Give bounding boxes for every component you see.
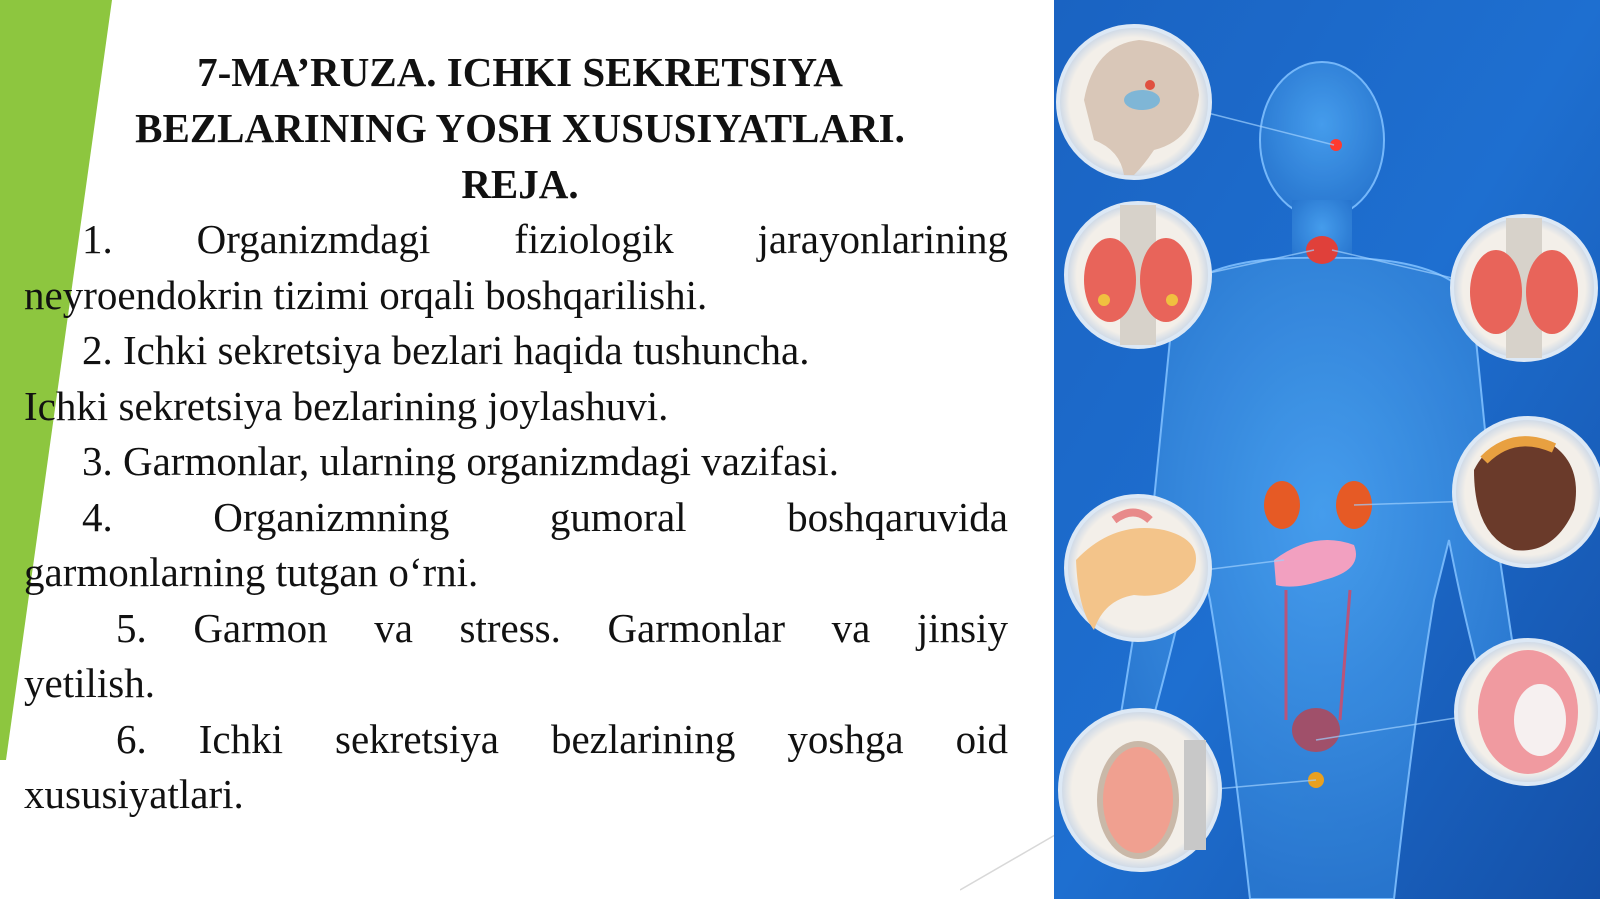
- slide-title: [30, 44, 1010, 212]
- thyroid-inset-left: [1066, 203, 1210, 347]
- plan-item-5: [24, 601, 1008, 712]
- title-line-3: REJA.: [461, 161, 579, 207]
- plan-item-2-line-1: 2. Ichki sekretsiya bezlari haqida tushuncha.: [82, 327, 810, 373]
- plan-item-3-line-1: 3. Garmonlar, ularning organizmdagi vazifasi.: [82, 438, 839, 484]
- plan-item-5-line-1: 5. Garmon va stress. Garmonlar va jinsiy: [116, 604, 1008, 651]
- ovary-inset: [1456, 640, 1600, 784]
- title-line-2: BEZLARINING YOSH XUSUSIYATLARI.: [135, 105, 905, 151]
- endocrine-system-illustration: [1054, 0, 1600, 899]
- plan-item-1-line-1: 1. Organizmdagi fiziologik jarayonlarining: [82, 216, 1008, 262]
- plan-item-6-line-2: xususiyatlari.: [24, 771, 244, 817]
- plan-item-1-line-2: neyroendokrin tizimi orqali boshqarilishi.: [24, 271, 708, 318]
- plan-item-4-line-2: garmonlarning tutgan o‘rni.: [24, 549, 479, 595]
- plan-item-2-line-2: Ichki sekretsiya bezlarining joylashuvi.: [24, 382, 669, 429]
- plan-item-6: [24, 712, 1008, 823]
- title-line-1: 7-MA’RUZA. ICHKI SEKRETSIYA: [197, 49, 843, 95]
- decorative-line: [960, 830, 1060, 899]
- plan-item-4: [24, 490, 1008, 601]
- brain-inset: [1058, 26, 1210, 178]
- plan-item-3: [24, 434, 1008, 490]
- pancreas-inset: [1066, 496, 1210, 640]
- plan-item-6-line-1: 6. Ichki sekretsiya bezlarining yoshga oid: [116, 715, 1008, 762]
- plan-item-1: [24, 212, 1008, 323]
- testis-inset: [1060, 710, 1220, 870]
- thyroid-inset-right: [1452, 216, 1596, 360]
- plan-item-4-line-1: 4. Organizmning gumoral boshqaruvida: [82, 493, 1008, 540]
- plan-item-5-line-2: yetilish.: [24, 660, 155, 706]
- adrenal-inset: [1454, 418, 1600, 566]
- plan-item-2: [24, 323, 1008, 434]
- plan-list: [24, 212, 1008, 823]
